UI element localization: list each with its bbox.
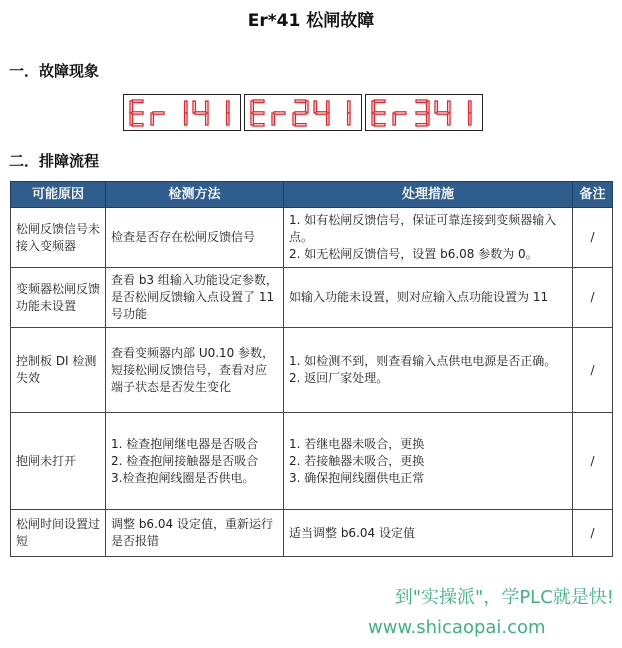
table-row xyxy=(11,413,613,510)
segment xyxy=(227,113,229,125)
segment xyxy=(253,100,264,102)
section-heading-troubleshoot: 二．排障流程 xyxy=(9,152,100,170)
seven-segment-code xyxy=(370,98,478,128)
note-cell xyxy=(573,510,613,557)
method-cell xyxy=(106,208,284,268)
action-line: 如输入功能未设置，则对应输入点功能设置为 11 xyxy=(289,290,549,304)
segment xyxy=(132,100,143,102)
table-body xyxy=(11,208,613,557)
method-line: 检查是否存在松闸反馈信号 xyxy=(111,230,256,244)
segment xyxy=(416,123,427,125)
cause-text: 松闸时间设置过短 xyxy=(16,517,101,548)
note-cell xyxy=(573,413,613,510)
note-cell xyxy=(573,328,613,413)
troubleshooting-table xyxy=(10,181,613,557)
method-line: 查看变频器内部 U0.10 参数，短接松闸反馈信号，查看对应端子状态是否发生变化 xyxy=(111,345,275,394)
method-cell xyxy=(106,328,284,413)
segment xyxy=(227,101,229,113)
segment xyxy=(195,111,206,113)
segment xyxy=(416,111,427,113)
action-line: 1. 若继电器未吸合，更换 xyxy=(289,436,425,451)
note-text: / xyxy=(590,230,595,244)
action-cell xyxy=(284,268,573,328)
note-cell xyxy=(573,268,613,328)
segment xyxy=(416,100,427,102)
action-cell xyxy=(284,510,573,557)
action-cell xyxy=(284,208,573,268)
table-row xyxy=(11,510,613,557)
method-cell xyxy=(106,510,284,557)
table-header-row xyxy=(11,182,613,208)
column-header: 备注 xyxy=(573,182,613,208)
method-cell xyxy=(106,413,284,510)
footer-url[interactable]: www.shicaopai.com xyxy=(368,617,546,638)
column-header: 可能原因 xyxy=(11,182,106,208)
cause-text: 控制板 DI 检测失效 xyxy=(16,354,97,385)
segment xyxy=(274,111,285,113)
segment xyxy=(253,111,264,113)
method-line: 3.检查抱闸线圈是否供电。 xyxy=(111,470,255,485)
segment xyxy=(348,101,350,113)
cause-cell xyxy=(11,413,106,510)
segment xyxy=(295,100,306,102)
cause-cell xyxy=(11,208,106,268)
segment xyxy=(132,123,143,125)
cause-cell xyxy=(11,328,106,413)
cause-text: 抱闸未打开 xyxy=(16,453,77,468)
fault-code-displays xyxy=(123,94,483,131)
note-text: / xyxy=(590,290,595,304)
method-cell xyxy=(106,268,284,328)
segment xyxy=(253,123,264,125)
action-line: 1. 如有松闸反馈信号，保证可靠连接到变频器输入点。 xyxy=(289,213,557,244)
table-row xyxy=(11,268,613,328)
segment xyxy=(316,111,327,113)
cause-cell xyxy=(11,510,106,557)
action-line: 2. 返回厂家处理。 xyxy=(289,371,389,385)
action-line: 2. 若接触器未吸合，更换 xyxy=(289,453,425,468)
method-line: 查看 b3 组输入功能设定参数，是否松闸反馈输入点设置了 11 号功能 xyxy=(111,273,278,321)
note-cell xyxy=(573,208,613,268)
action-line: 1. 如检测不到，则查看输入点供电电源是否正确。 xyxy=(289,354,557,368)
note-text: / xyxy=(590,453,595,468)
method-line: 1. 检查抱闸继电器是否吸合 xyxy=(111,436,259,451)
fault-code-display xyxy=(123,94,241,131)
column-header: 检测方法 xyxy=(106,182,284,208)
column-header: 处理措施 xyxy=(284,182,573,208)
segment xyxy=(374,100,385,102)
table-row xyxy=(11,208,613,268)
segment xyxy=(395,111,406,113)
seven-segment-code xyxy=(128,98,236,128)
action-line: 适当调整 b6.04 设定值 xyxy=(289,525,415,540)
action-line: 2. 如无松闸反馈信号，设置 b6.08 参数为 0。 xyxy=(289,247,538,261)
method-line: 2. 检查抱闸接触器是否吸合 xyxy=(111,453,259,468)
action-cell xyxy=(284,328,573,413)
segment xyxy=(437,111,448,113)
segment xyxy=(374,123,385,125)
segment xyxy=(469,101,471,113)
cause-cell xyxy=(11,268,106,328)
action-line: 3. 确保抱闸线圈供电正常 xyxy=(289,470,425,485)
segment xyxy=(185,101,187,113)
segment xyxy=(185,113,187,125)
section-heading-symptom: 一．故障现象 xyxy=(9,62,100,80)
page-title: Er*41 松闸故障 xyxy=(247,11,375,31)
segment xyxy=(132,111,143,113)
seven-segment-code xyxy=(249,98,357,128)
segment xyxy=(153,111,164,113)
table-row xyxy=(11,328,613,413)
cause-text: 变频器松闸反馈功能未设置 xyxy=(16,281,101,313)
method-line: 调整 b6.04 设定值，重新运行是否报错 xyxy=(111,517,273,548)
fault-code-display xyxy=(244,94,362,131)
segment xyxy=(295,123,306,125)
action-cell xyxy=(284,413,573,510)
cause-text: 松闸反馈信号未接入变频器 xyxy=(16,221,101,253)
segment xyxy=(374,111,385,113)
footer-slogan: 到"实操派"，学PLC就是快! xyxy=(394,587,614,608)
segment xyxy=(348,113,350,125)
segment xyxy=(295,111,306,113)
segment xyxy=(469,113,471,125)
fault-code-display xyxy=(365,94,483,131)
note-text: / xyxy=(590,362,595,377)
note-text: / xyxy=(590,525,595,540)
